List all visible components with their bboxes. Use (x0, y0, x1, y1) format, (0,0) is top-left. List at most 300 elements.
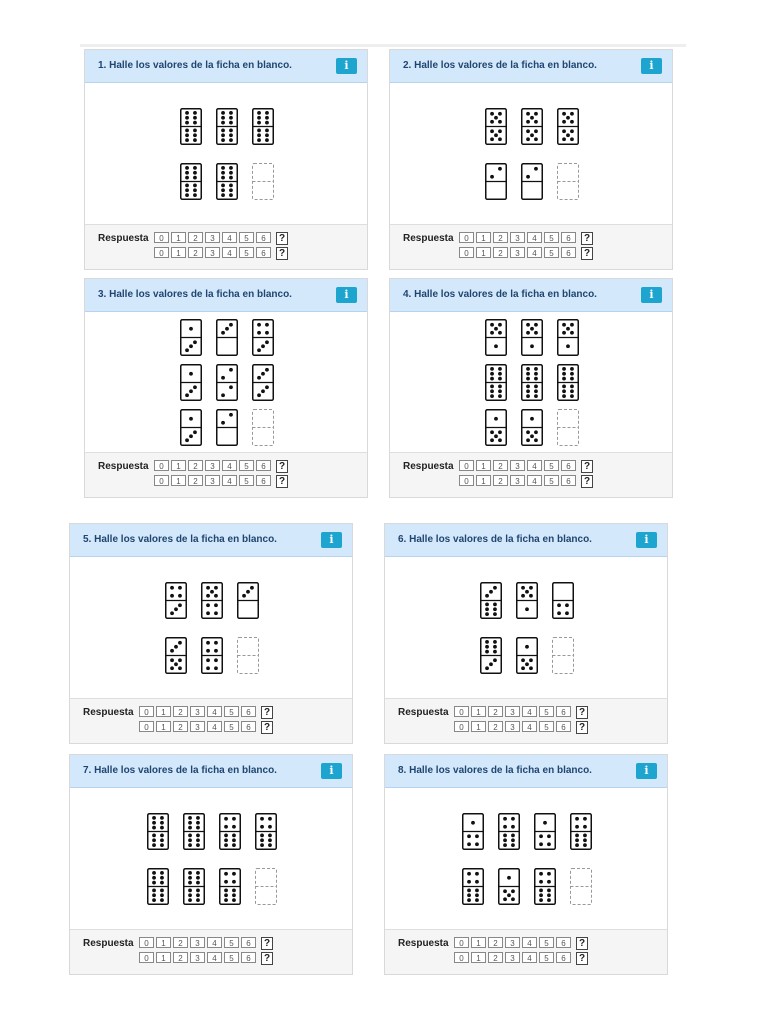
domino-pip-bottom (224, 898, 228, 902)
answer-option-2[interactable]: 2 (173, 721, 188, 732)
answer-option-1[interactable]: 1 (156, 952, 171, 963)
answer-option-3[interactable]: 3 (510, 475, 525, 486)
answer-option-2[interactable]: 2 (188, 460, 203, 471)
answer-option-1[interactable]: 1 (476, 460, 491, 471)
domino-tile (498, 813, 520, 850)
answer-option-4[interactable]: 4 (522, 952, 537, 963)
answer-option-2[interactable]: 2 (188, 247, 203, 258)
answer-option-0[interactable]: 0 (139, 706, 154, 717)
answer-option-6[interactable]: 6 (256, 232, 271, 243)
answer-options-top (154, 232, 288, 245)
domino-pip-top (232, 817, 236, 821)
domino-pip-top (229, 121, 233, 125)
answer-option-6[interactable]: 6 (241, 952, 256, 963)
answer-option-3[interactable]: 3 (510, 247, 525, 258)
domino-pip-bottom (232, 888, 236, 892)
domino-pip-bottom (229, 193, 233, 197)
domino-pip-bottom (170, 666, 174, 670)
domino-tile (485, 319, 507, 356)
domino-tile (521, 409, 543, 446)
answer-option-5[interactable]: 5 (239, 475, 254, 486)
answer-option-0[interactable]: 0 (454, 937, 469, 948)
answer-option-3[interactable]: 3 (205, 232, 220, 243)
blank-domino (552, 637, 574, 674)
answer-option-1[interactable]: 1 (476, 475, 491, 486)
domino-pip-bottom (193, 138, 197, 142)
domino-pip-bottom (525, 662, 529, 666)
domino-pip-bottom (189, 389, 193, 393)
domino-pip-bottom (229, 128, 233, 132)
answer-option-5[interactable]: 5 (544, 232, 559, 243)
domino-tile (485, 409, 507, 446)
answer-option-0[interactable]: 0 (459, 475, 474, 486)
domino-pip-bottom (494, 434, 498, 438)
domino-pip-bottom (224, 838, 228, 842)
info-button[interactable] (636, 763, 657, 779)
domino-pip-bottom (229, 183, 233, 187)
domino-pip-bottom (221, 188, 225, 192)
answer-option-4[interactable]: 4 (222, 475, 237, 486)
domino-pip-bottom (221, 183, 225, 187)
domino-pip-top (193, 176, 197, 180)
domino-pip-bottom (260, 838, 264, 842)
domino-pip-top (534, 167, 538, 171)
domino-pip-bottom (178, 666, 182, 670)
answer-option-4[interactable]: 4 (527, 232, 542, 243)
domino-pip-bottom (185, 133, 189, 137)
domino-pip-top (196, 826, 200, 830)
answer-option-0[interactable]: 0 (154, 232, 169, 243)
domino-pip-top (570, 112, 574, 116)
domino-pip-top (265, 331, 269, 335)
help-button[interactable]: ? (581, 475, 593, 488)
answer-option-0[interactable]: 0 (139, 952, 154, 963)
domino-pip-top (498, 377, 502, 381)
domino-pip-top (193, 171, 197, 175)
domino-pip-bottom (196, 843, 200, 847)
answer-option-6[interactable]: 6 (561, 475, 576, 486)
domino-area (385, 557, 667, 698)
domino-pip-top (570, 372, 574, 376)
domino-pip-top (530, 327, 534, 331)
domino-pip-top (534, 323, 538, 327)
info-button[interactable] (636, 532, 657, 548)
domino-pip-bottom (485, 612, 489, 616)
help-button[interactable]: ? (276, 475, 288, 488)
domino-pip-bottom (485, 666, 489, 670)
domino-tile (480, 637, 502, 674)
domino-pip-bottom (221, 393, 225, 397)
help-button[interactable]: ? (276, 460, 288, 473)
answer-option-1[interactable]: 1 (156, 721, 171, 732)
domino-pip-bottom (174, 607, 178, 611)
info-button[interactable] (321, 763, 342, 779)
answer-option-3[interactable]: 3 (510, 232, 525, 243)
answer-option-6[interactable]: 6 (556, 706, 571, 717)
answer-options-bottom (454, 952, 588, 965)
help-button[interactable]: ? (576, 952, 588, 965)
domino-pip-bottom (511, 889, 515, 893)
answer-option-0[interactable]: 0 (454, 706, 469, 717)
answer-option-0[interactable]: 0 (459, 232, 474, 243)
answer-option-3[interactable]: 3 (505, 952, 520, 963)
domino-tile (201, 582, 223, 619)
domino-pip-bottom (185, 393, 189, 397)
domino-pip-bottom (160, 898, 164, 902)
domino-pip-top (539, 872, 543, 876)
domino-pip-bottom (257, 393, 261, 397)
domino-pip-top (521, 594, 525, 598)
card-title: 1. Halle los valores de la ficha en blanco. (98, 60, 292, 71)
help-button[interactable]: ? (576, 721, 588, 734)
answer-option-2[interactable]: 2 (188, 232, 203, 243)
domino-tile (252, 108, 274, 145)
answer-option-4[interactable]: 4 (207, 937, 222, 948)
domino-pip-top (206, 641, 210, 645)
blank-domino (252, 409, 274, 446)
answer-option-0[interactable]: 0 (154, 475, 169, 486)
help-button[interactable]: ? (261, 721, 273, 734)
answer-option-0[interactable]: 0 (459, 247, 474, 258)
domino-pip-bottom (498, 430, 502, 434)
domino-pip-top (160, 826, 164, 830)
domino-pip-top (265, 111, 269, 115)
answer-option-4[interactable]: 4 (522, 706, 537, 717)
domino-pip-bottom (160, 838, 164, 842)
answer-option-3[interactable]: 3 (190, 706, 205, 717)
help-button[interactable]: ? (261, 706, 273, 719)
answer-option-2[interactable]: 2 (488, 706, 503, 717)
help-button[interactable]: ? (276, 232, 288, 245)
domino-pip-bottom (562, 129, 566, 133)
domino-pip-top (221, 116, 225, 120)
domino-pip-top (188, 881, 192, 885)
domino-tile (557, 364, 579, 401)
answer-option-5[interactable]: 5 (224, 952, 239, 963)
answer-option-5[interactable]: 5 (539, 706, 554, 717)
domino-tile (165, 637, 187, 674)
answer-option-4[interactable]: 4 (207, 721, 222, 732)
info-button[interactable] (641, 287, 662, 303)
answer-option-2[interactable]: 2 (173, 706, 188, 717)
domino-pip-top (490, 331, 494, 335)
answer-option-3[interactable]: 3 (505, 721, 520, 732)
answer-option-2[interactable]: 2 (488, 937, 503, 948)
answer-option-0[interactable]: 0 (154, 460, 169, 471)
domino-pip-top (260, 825, 264, 829)
answer-option-5[interactable]: 5 (239, 232, 254, 243)
answer-option-2[interactable]: 2 (188, 475, 203, 486)
domino-pip-top (268, 825, 272, 829)
answer-option-5[interactable]: 5 (239, 460, 254, 471)
answer-option-1[interactable]: 1 (471, 937, 486, 948)
domino-pip-bottom (490, 384, 494, 388)
help-button[interactable]: ? (276, 247, 288, 260)
domino-tile (521, 364, 543, 401)
domino-tile (147, 868, 169, 905)
domino-pip-top (210, 590, 214, 594)
answer-option-6[interactable]: 6 (241, 721, 256, 732)
domino-pip-bottom (562, 394, 566, 398)
domino-tile (216, 163, 238, 200)
answer-option-4[interactable]: 4 (207, 952, 222, 963)
answer-option-1[interactable]: 1 (471, 952, 486, 963)
answer-option-0[interactable]: 0 (139, 721, 154, 732)
domino-pip-bottom (193, 188, 197, 192)
domino-pip-bottom (503, 833, 507, 837)
answer-option-1[interactable]: 1 (476, 232, 491, 243)
domino-pip-bottom (562, 389, 566, 393)
answer-option-5[interactable]: 5 (224, 721, 239, 732)
answer-option-6[interactable]: 6 (561, 232, 576, 243)
answer-option-1[interactable]: 1 (171, 475, 186, 486)
domino-pip-top (221, 331, 225, 335)
answer-option-3[interactable]: 3 (505, 706, 520, 717)
answer-option-2[interactable]: 2 (488, 721, 503, 732)
answer-option-6[interactable]: 6 (241, 937, 256, 948)
info-icon: i (344, 59, 349, 72)
answer-option-0[interactable]: 0 (454, 952, 469, 963)
answer-option-3[interactable]: 3 (190, 721, 205, 732)
domino-pip-bottom (493, 658, 497, 662)
domino-pip-top (185, 166, 189, 170)
info-button[interactable] (336, 58, 357, 74)
domino-pip-top (189, 372, 193, 376)
domino-pip-bottom (467, 888, 471, 892)
answer-option-4[interactable]: 4 (527, 475, 542, 486)
answer-option-4[interactable]: 4 (527, 247, 542, 258)
domino-pip-top (583, 817, 587, 821)
answer-option-2[interactable]: 2 (173, 952, 188, 963)
domino-pip-top (529, 594, 533, 598)
domino-pip-bottom (188, 838, 192, 842)
domino-pip-bottom (206, 611, 210, 615)
answer-option-3[interactable]: 3 (205, 460, 220, 471)
domino-pip-top (562, 112, 566, 116)
help-button[interactable]: ? (576, 937, 588, 950)
domino-pip-top (160, 881, 164, 885)
domino-pip-bottom (193, 128, 197, 132)
domino-pip-top (493, 645, 497, 649)
answer-option-5[interactable]: 5 (544, 247, 559, 258)
answer-options-bottom (139, 952, 273, 965)
help-button[interactable]: ? (581, 232, 593, 245)
answer-option-5[interactable]: 5 (224, 937, 239, 948)
answer-option-4[interactable]: 4 (522, 721, 537, 732)
domino-pip-bottom (178, 603, 182, 607)
answer-option-6[interactable]: 6 (561, 460, 576, 471)
domino-pip-bottom (498, 394, 502, 398)
domino-pip-bottom (188, 833, 192, 837)
help-button[interactable]: ? (581, 247, 593, 260)
answer-option-5[interactable]: 5 (539, 721, 554, 732)
domino-pip-bottom (229, 133, 233, 137)
answer-option-4[interactable]: 4 (222, 247, 237, 258)
info-button[interactable] (321, 532, 342, 548)
answer-option-0[interactable]: 0 (139, 937, 154, 948)
domino-tile (252, 364, 274, 401)
answer-option-6[interactable]: 6 (241, 706, 256, 717)
domino-pip-bottom (583, 843, 587, 847)
domino-pip-top (490, 323, 494, 327)
domino-pip-top (261, 372, 265, 376)
answer-option-2[interactable]: 2 (488, 952, 503, 963)
domino-pip-bottom (268, 838, 272, 842)
help-button[interactable]: ? (576, 706, 588, 719)
answer-option-6[interactable]: 6 (561, 247, 576, 258)
info-icon: i (649, 288, 654, 301)
domino-pip-bottom (539, 893, 543, 897)
domino-pip-bottom (193, 340, 197, 344)
domino-pip-bottom (526, 137, 530, 141)
domino-pip-bottom (160, 888, 164, 892)
domino-tile (147, 813, 169, 850)
domino-pip-top (265, 368, 269, 372)
answer-option-3[interactable]: 3 (505, 937, 520, 948)
answer-option-3[interactable]: 3 (205, 475, 220, 486)
answer-option-0[interactable]: 0 (154, 247, 169, 258)
answer-option-4[interactable]: 4 (522, 937, 537, 948)
domino-pip-top (214, 594, 218, 598)
answer-option-0[interactable]: 0 (459, 460, 474, 471)
answer-option-6[interactable]: 6 (556, 952, 571, 963)
domino-pip-top (185, 116, 189, 120)
answer-option-1[interactable]: 1 (471, 706, 486, 717)
answer-option-1[interactable]: 1 (471, 721, 486, 732)
card-header (85, 50, 367, 83)
answer-option-3[interactable]: 3 (510, 460, 525, 471)
exercise-card (389, 278, 673, 498)
domino-pip-top (570, 323, 574, 327)
domino-pip-bottom (229, 138, 233, 142)
card-title: 6. Halle los valores de la ficha en blanco. (398, 534, 592, 545)
domino-pip-bottom (189, 434, 193, 438)
domino-pip-bottom (547, 893, 551, 897)
answer-option-6[interactable]: 6 (556, 721, 571, 732)
answer-option-0[interactable]: 0 (454, 721, 469, 732)
info-button[interactable] (641, 58, 662, 74)
answer-area (385, 698, 667, 743)
help-button[interactable]: ? (261, 952, 273, 965)
answer-option-5[interactable]: 5 (224, 706, 239, 717)
domino-pip-bottom (503, 897, 507, 901)
domino-tile (485, 364, 507, 401)
answer-option-4[interactable]: 4 (207, 706, 222, 717)
domino-pip-bottom (232, 833, 236, 837)
domino-pip-top (185, 121, 189, 125)
domino-pip-top (189, 327, 193, 331)
answer-option-5[interactable]: 5 (239, 247, 254, 258)
answer-option-6[interactable]: 6 (256, 475, 271, 486)
domino-pip-bottom (493, 602, 497, 606)
answer-option-5[interactable]: 5 (544, 475, 559, 486)
domino-pip-top (152, 876, 156, 880)
domino-pip-top (467, 880, 471, 884)
help-button[interactable]: ? (261, 937, 273, 950)
info-icon: i (329, 764, 334, 777)
answer-option-2[interactable]: 2 (493, 232, 508, 243)
answer-option-5[interactable]: 5 (544, 460, 559, 471)
domino-pip-top (224, 872, 228, 876)
answer-option-3[interactable]: 3 (190, 952, 205, 963)
help-button[interactable]: ? (581, 460, 593, 473)
domino-pip-bottom (475, 888, 479, 892)
domino-pip-top (562, 367, 566, 371)
domino-pip-top (525, 590, 529, 594)
domino-pip-bottom (193, 183, 197, 187)
domino-pip-bottom (170, 611, 174, 615)
answer-option-1[interactable]: 1 (171, 460, 186, 471)
domino-pip-top (257, 376, 261, 380)
answer-options-bottom (459, 247, 593, 260)
domino-pip-top (189, 417, 193, 421)
domino-pip-bottom (529, 658, 533, 662)
answer-option-4[interactable]: 4 (222, 232, 237, 243)
domino-tile (557, 108, 579, 145)
info-button[interactable] (336, 287, 357, 303)
domino-tile (219, 868, 241, 905)
domino-pip-top (268, 817, 272, 821)
answer-option-3[interactable]: 3 (190, 937, 205, 948)
domino-pip-top (232, 825, 236, 829)
domino-pip-top (257, 116, 261, 120)
answer-option-5[interactable]: 5 (539, 937, 554, 948)
domino-pip-top (485, 594, 489, 598)
answer-option-2[interactable]: 2 (493, 460, 508, 471)
answer-label: Respuesta (398, 938, 449, 949)
domino-pip-top (206, 586, 210, 590)
answer-area (390, 224, 672, 269)
domino-pip-top (526, 372, 530, 376)
answer-option-1[interactable]: 1 (156, 937, 171, 948)
answer-option-2[interactable]: 2 (493, 475, 508, 486)
domino-pip-top (562, 323, 566, 327)
answer-option-4[interactable]: 4 (222, 460, 237, 471)
answer-option-1[interactable]: 1 (171, 247, 186, 258)
answer-option-2[interactable]: 2 (493, 247, 508, 258)
answer-option-2[interactable]: 2 (173, 937, 188, 948)
answer-option-6[interactable]: 6 (556, 937, 571, 948)
domino-tile (180, 364, 202, 401)
blank-domino (570, 868, 592, 905)
answer-option-3[interactable]: 3 (205, 247, 220, 258)
answer-option-1[interactable]: 1 (171, 232, 186, 243)
domino-pip-bottom (265, 133, 269, 137)
domino-pip-top (475, 872, 479, 876)
domino-pip-bottom (503, 889, 507, 893)
domino-pip-bottom (257, 348, 261, 352)
domino-pip-top (221, 176, 225, 180)
answer-option-5[interactable]: 5 (539, 952, 554, 963)
domino-pip-bottom (185, 348, 189, 352)
domino-pip-bottom (265, 128, 269, 132)
domino-pip-top (485, 650, 489, 654)
answer-option-1[interactable]: 1 (156, 706, 171, 717)
answer-option-6[interactable]: 6 (256, 247, 271, 258)
domino-pip-top (490, 112, 494, 116)
answer-option-1[interactable]: 1 (476, 247, 491, 258)
domino-pip-top (498, 112, 502, 116)
card-header (70, 524, 352, 557)
domino-pip-bottom (224, 893, 228, 897)
answer-option-6[interactable]: 6 (256, 460, 271, 471)
answer-option-4[interactable]: 4 (527, 460, 542, 471)
domino-pip-bottom (152, 843, 156, 847)
domino-pip-top (562, 331, 566, 335)
domino-pip-bottom (534, 430, 538, 434)
domino-pip-bottom (526, 394, 530, 398)
domino-pip-top (185, 171, 189, 175)
